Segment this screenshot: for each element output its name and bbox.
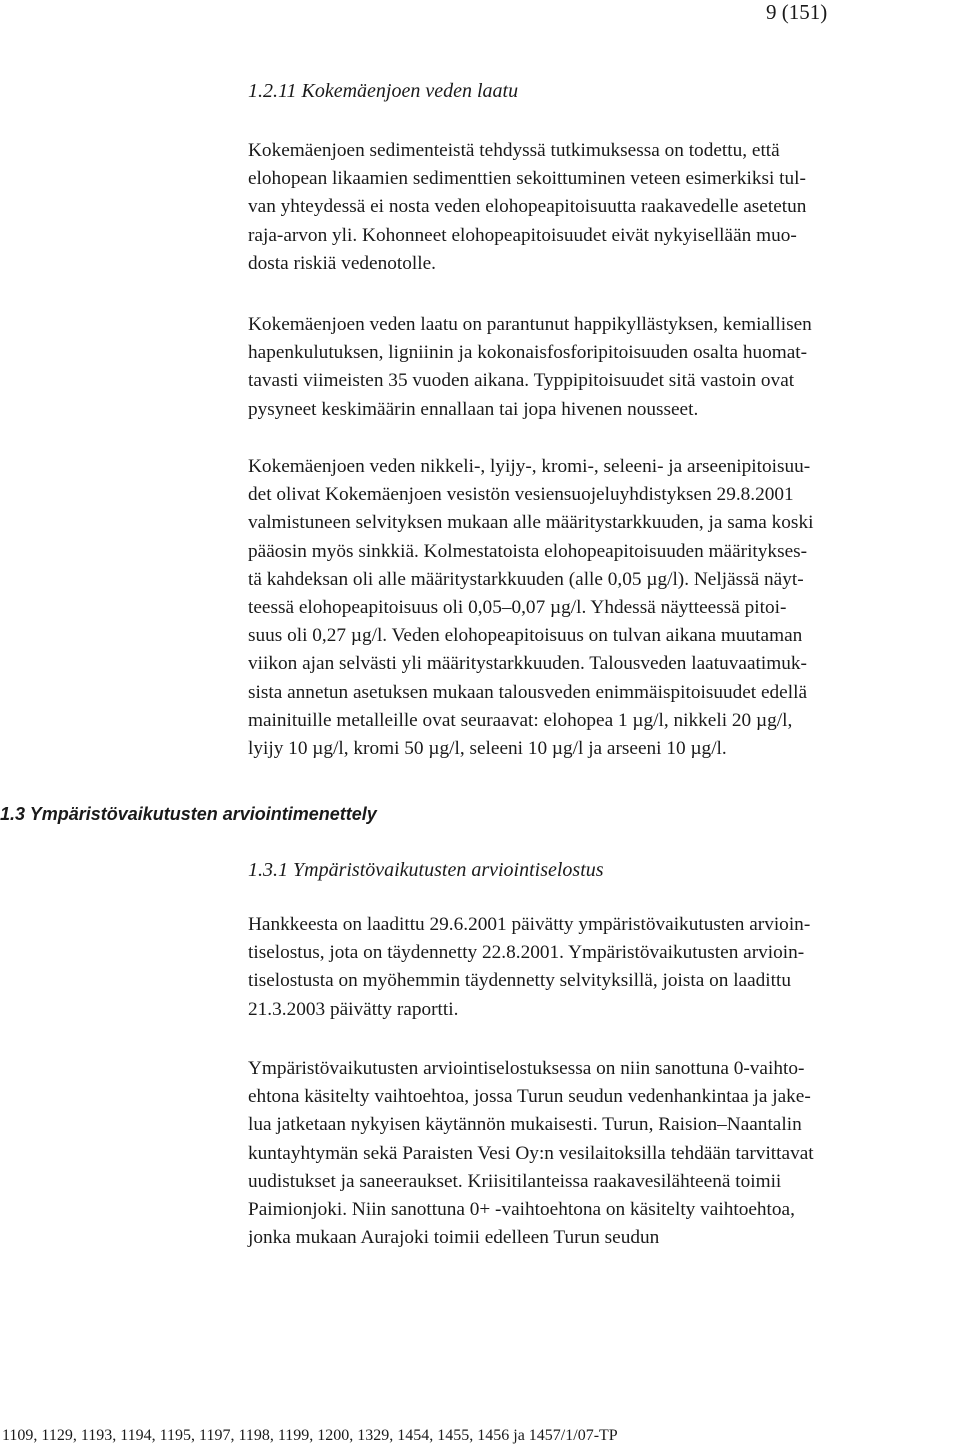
- text-line: det olivat Kokemäenjoen vesistön vesiensuojeluyhdistyksen 29.8.2001: [248, 484, 794, 506]
- text-line: Kokemäenjoen veden nikkeli-, lyijy-, kromi-, seleeni- ja arseenipitoisuu-: [248, 456, 811, 477]
- heading-1-3-1: 1.3.1 Ympäristövaikutusten arviointiselostus: [248, 859, 604, 881]
- text-line: jonka mukaan Aurajoki toimii edelleen Turun seudun: [248, 1227, 660, 1249]
- text-line: raja-arvon yli. Kohonneet elohopeapitoisuudet eivät nykyisellään muo-: [248, 224, 797, 246]
- text-line: hapenkulutuksen, ligniinin ja kokonaisfosforipitoisuuden osalta huomat-: [248, 342, 808, 364]
- text-line: pääosin myös sinkkiä. Kolmestatoista elohopeapitoisuuden määritykses-: [248, 540, 808, 562]
- paragraph-metals: [248, 453, 960, 763]
- text-line: tiselostus, jota on täydennetty 22.8.2001. Ympäristövaikutusten arvioin-: [248, 942, 805, 964]
- paragraph-sediments: [248, 137, 960, 278]
- text-line: lua jatketaan nykyisen käytännön mukaisesti. Turun, Raision–Naantalin: [248, 1114, 802, 1136]
- paragraph-eia-report: [248, 911, 960, 1024]
- paragraph-alternatives: [248, 1055, 960, 1252]
- text-line: Ympäristövaikutusten arviointiselostuksessa on niin sanottuna 0-vaihto-: [248, 1058, 805, 1079]
- text-line: elohopean likaamien sedimenttien sekoittuminen veteen esimerkiksi tul-: [248, 168, 806, 190]
- section-heading-1-3: 1.3 Ympäristövaikutusten arviointimenettely: [0, 804, 377, 824]
- text-line: Hankkeesta on laadittu 29.6.2001 päivätty ympäristövaikutusten arvioin-: [248, 914, 811, 935]
- text-line: van yhteydessä ei nosta veden elohopeapitoisuutta raakavedelle asetetun: [248, 196, 807, 218]
- text-line: Kokemäenjoen veden laatu on parantunut happikyllästyksen, kemiallisen: [248, 314, 812, 335]
- text-line: Paimionjoki. Niin sanottuna 0+ -vaihtoehtona on käsitelty vaihtoehtoa,: [248, 1199, 795, 1221]
- text-line: tiselostusta on myöhemmin täydennetty selvityksillä, joista on laadittu: [248, 970, 792, 992]
- page-number: 9 (151): [766, 0, 828, 24]
- text-line: sista annetun asetuksen mukaan talousveden enimmäispitoisuudet edellä: [248, 681, 808, 703]
- text-line: tä kahdeksan oli alle määritystarkkuuden (alle 0,05 µg/l). Neljässä näyt-: [248, 568, 804, 590]
- text-line: ehtona käsitelty vaihtoehtoa, jossa Turun seudun vedenhankintaa ja jake-: [248, 1086, 811, 1108]
- paragraph-water-quality: [248, 311, 960, 424]
- heading-1-2-11: 1.2.11 Kokemäenjoen veden laatu: [248, 80, 519, 102]
- text-line: dosta riskiä vedenotolle.: [248, 252, 436, 274]
- text-line: valmistuneen selvityksen mukaan alle määritystarkkuuden, ja sama koski: [248, 512, 814, 534]
- text-line: pysyneet keskimäärin ennallaan tai jopa hivenen nousseet.: [248, 398, 699, 420]
- text-line: kuntayhtymän sekä Paraisten Vesi Oy:n vesilaitoksilla tehdään tarvittavat: [248, 1142, 814, 1164]
- text-line: 21.3.2003 päivätty raportti.: [248, 998, 459, 1020]
- text-line: uudistukset ja saneeraukset. Kriisitilanteissa raakavesilähteenä toimii: [248, 1170, 782, 1192]
- text-line: lyijy 10 µg/l, kromi 50 µg/l, seleeni 10 µg/l ja arseeni 10 µg/l.: [248, 738, 727, 760]
- footer-case-numbers: 1109, 1129, 1193, 1194, 1195, 1197, 1198, 1199, 1200, 1329, 1454, 1455, 1456 ja 1457/1/07-TP: [2, 1427, 618, 1444]
- text-line: teessä elohopeapitoisuus oli 0,05–0,07 µg/l. Yhdessä näytteessä pitoi-: [248, 597, 787, 619]
- text-line: tavasti viimeisten 35 vuoden aikana. Typpipitoisuudet sitä vastoin ovat: [248, 370, 795, 392]
- text-line: Kokemäenjoen sedimenteistä tehdyssä tutkimuksessa on todettu, että: [248, 140, 780, 161]
- text-line: viikon ajan selvästi yli määritystarkkuuden. Talousveden laatuvaatimuk-: [248, 653, 807, 675]
- text-line: mainituille metalleille ovat seuraavat: elohopea 1 µg/l, nikkeli 20 µg/l,: [248, 709, 793, 731]
- text-line: suus oli 0,27 µg/l. Veden elohopeapitoisuus on tulvan aikana muutaman: [248, 625, 803, 647]
